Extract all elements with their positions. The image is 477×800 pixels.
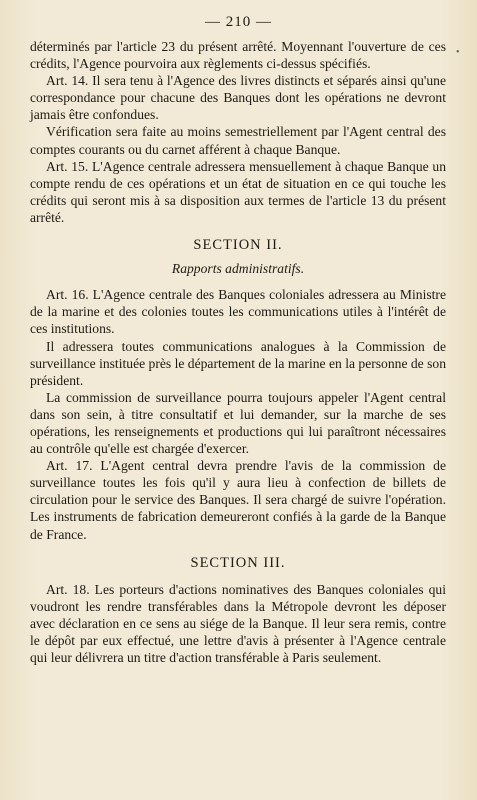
margin-mark: • xyxy=(456,47,460,58)
paragraph-art-16: Art. 16. L'Agence centrale des Banques coloniales adressera au Ministre de la marine et des colonies toutes les communications utiles à l'intérêt de ces institutions. xyxy=(30,287,446,337)
body-text xyxy=(30,38,446,666)
paragraph-verification: Vérification sera faite au moins semestriellement par l'Agent central des comptes courants ou du carnet afférent à chaque Banque. xyxy=(30,124,446,157)
section-subheading-2: Rapports administratifs. xyxy=(171,261,305,277)
paragraph-commission-communications: Il adressera toutes communications analogues à la Commission de surveillance instituée près le département de la marine en la personne de son président. xyxy=(30,338,446,388)
page-number: — 210 — xyxy=(205,14,272,30)
paragraph-art-18: Art. 18. Les porteurs d'actions nominatives des Banques coloniales qui voudront les rendre transférables dans la Métropole devront les déposer avec déclaration en ce sens au siége de la Banque. Il leur sera remis, contre le dépôt par eux effectué, une lettre d'avis à présenter à l'Agence centrale qui leur délivrera un titre d'action transférable à Paris seulement. xyxy=(30,581,446,666)
paragraph-art-15: Art. 15. L'Agence centrale adressera mensuellement à chaque Banque un compte rendu de ces opérations et un état de situation en ce qui touche les crédits qui seront mis à sa disposition aux termes de l'article 13 du présent arrêté. xyxy=(30,158,446,225)
section-heading-3: SECTION III. xyxy=(190,554,286,571)
paragraph-continuation: déterminés par l'article 23 du présent arrêté. Moyennant l'ouverture de ces crédits, l'Agence pourvoira aux règlements ci-dessus spécifiés. xyxy=(30,39,446,72)
paragraph-art-17: Art. 17. L'Agent central devra prendre l'avis de la commission de surveillance toutes les fois qu'il y aura lieu à confection de billets de circulation pour le service des Banques. Il sera chargé de suivre l'opération. Les instruments de fabrication demeureront confiés à la garde de la Banque de France. xyxy=(30,458,446,542)
paragraph-art-14: Art. 14. Il sera tenu à l'Agence des livres distincts et séparés ainsi qu'une correspondance pour chacune des Banques dont les opérations ne devront jamais être confondues. xyxy=(30,73,446,123)
section-heading-2: SECTION II. xyxy=(193,237,283,254)
paragraph-commission-surveillance: La commission de surveillance pourra toujours appeler l'Agent central dans son sein, à titre consultatif et lui demander, sur la marche de ses opérations, les renseignements et productions qui lui paraîtront nécessaires au contrôle qu'elle est chargée d'exercer. xyxy=(30,389,446,457)
